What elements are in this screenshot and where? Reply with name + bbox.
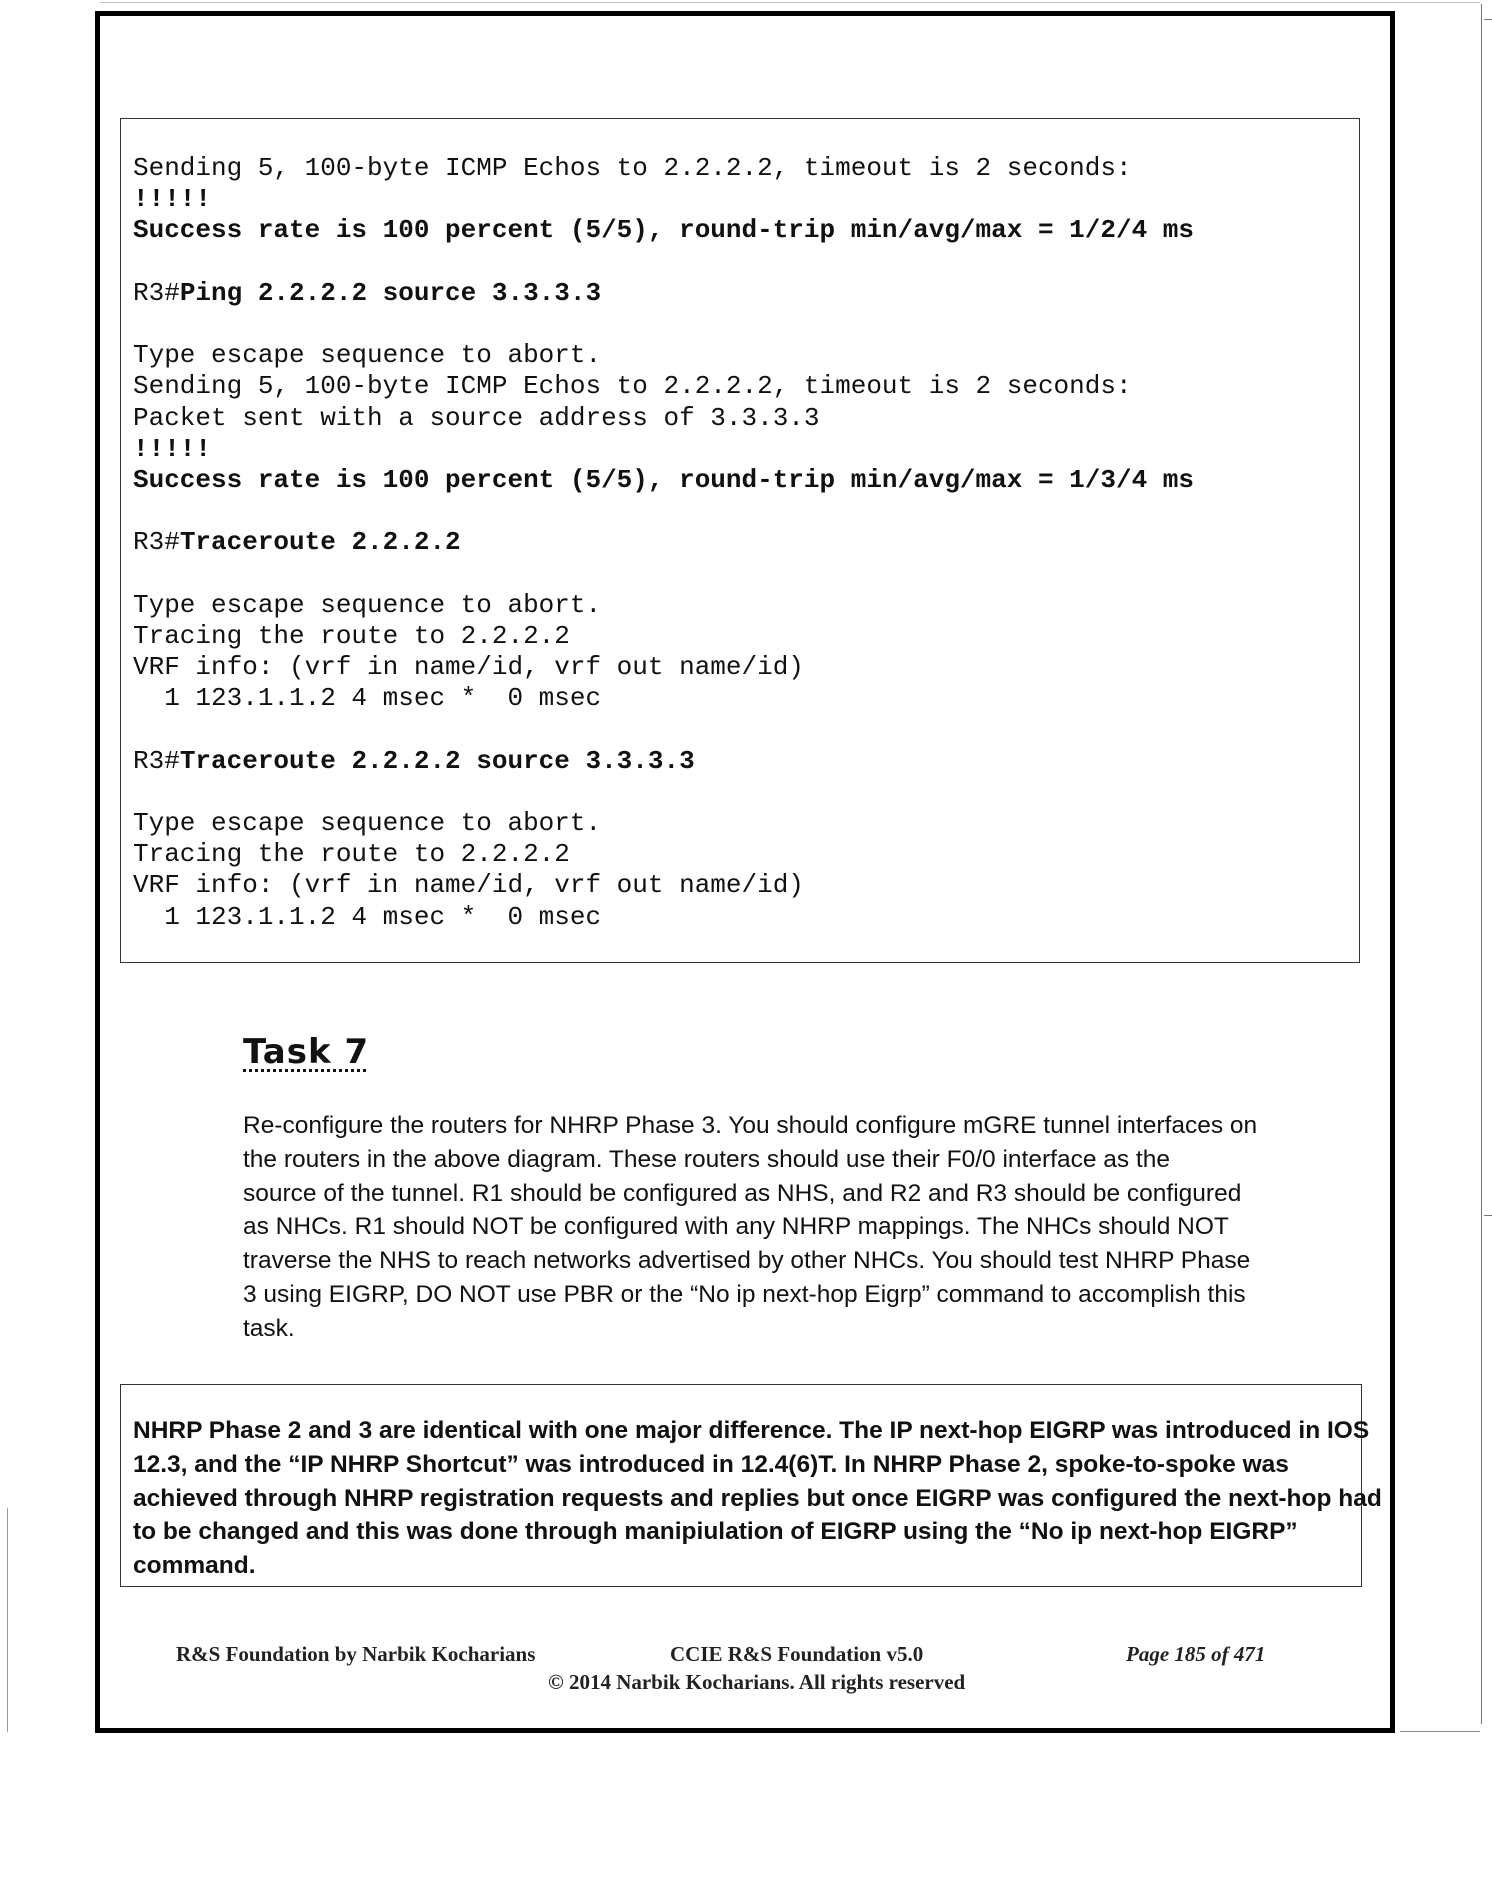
- console-text: !!!!!: [133, 433, 212, 464]
- task-line: the routers in the above diagram. These routers should use their F0/0 interface as the: [243, 1145, 1170, 1173]
- scan-edge-top: [100, 2, 1480, 3]
- console-text: Success rate is 100 percent (5/5), round-trip min/avg/max = 1/3/4 ms: [133, 464, 1194, 495]
- console-output: [133, 153, 1194, 933]
- note-line: achieved through NHRP registration requests and replies but once EIGRP was configured the next-hop had: [133, 1484, 1382, 1512]
- console-line: [133, 465, 1194, 496]
- console-text: Sending 5, 100-byte ICMP Echos to 2.2.2.2, timeout is 2 seconds:: [133, 153, 1132, 183]
- task-line: 3 using EIGRP, DO NOT use PBR or the “No ip next-hop Eigrp” command to accomplish this: [243, 1280, 1246, 1308]
- console-text: Type escape sequence to abort.: [133, 340, 602, 371]
- task-heading: Task 7: [243, 1032, 370, 1072]
- note-line: to be changed and this was done through manipiulation of EIGRP using the “No ip next-hop EIGRP”: [133, 1518, 1298, 1546]
- console-text: Success rate is 100 percent (5/5), round-trip min/avg/max = 1/2/4 ms: [133, 215, 1194, 246]
- console-prompt: R3#: [133, 527, 180, 558]
- console-line: [133, 371, 1194, 402]
- console-line: [133, 683, 1194, 714]
- console-line: [133, 403, 1194, 434]
- console-text: VRF info: (vrf in name/id, vrf out name/id): [133, 870, 804, 901]
- console-text: 1 123.1.1.2 4 msec * 0 msec: [133, 901, 602, 932]
- console-text: Sending 5, 100-byte ICMP Echos to 2.2.2.2, timeout is 2 seconds:: [133, 371, 1132, 402]
- console-line: [133, 247, 1194, 278]
- console-line: [133, 746, 1194, 777]
- console-text: VRF info: (vrf in name/id, vrf out name/id): [133, 652, 804, 682]
- task-line: as NHCs. R1 should NOT be configured with any NHRP mappings. The NHCs should NOT: [243, 1213, 1229, 1241]
- console-line: [133, 340, 1194, 371]
- console-line: [133, 184, 1194, 215]
- console-line: [133, 621, 1194, 652]
- console-line: [133, 309, 1194, 340]
- console-line: [133, 153, 1194, 184]
- console-line: [133, 652, 1194, 683]
- task-line: Re-configure the routers for NHRP Phase 3. You should configure mGRE tunnel interfaces on: [243, 1112, 1258, 1139]
- console-prompt: R3#: [133, 745, 180, 776]
- console-text: Tracing the route to 2.2.2.2: [133, 620, 570, 651]
- footer-copyright: © 2014 Narbik Kocharians. All rights reserved: [548, 1670, 966, 1694]
- console-command: Traceroute 2.2.2.2: [179, 527, 461, 558]
- console-text: Tracing the route to 2.2.2.2: [133, 839, 570, 870]
- note-box: [120, 1384, 1382, 1587]
- task-line: traverse the NHS to reach networks advertised by other NHCs. You should test NHRP Phase: [243, 1247, 1251, 1275]
- console-line: [133, 558, 1194, 589]
- note-line: NHRP Phase 2 and 3 are identical with one major difference. The IP next-hop EIGRP was introduced in IOS: [133, 1417, 1370, 1444]
- console-line: [133, 777, 1194, 808]
- console-text: Type escape sequence to abort.: [133, 589, 602, 620]
- scan-edge-right: [1481, 4, 1482, 1724]
- footer-author: R&S Foundation by Narbik Kocharians: [176, 1642, 536, 1666]
- console-line: [133, 714, 1194, 745]
- footer-page-number: Page 185 of 471: [1126, 1642, 1266, 1666]
- note-text: [133, 1414, 1382, 1583]
- console-line: [133, 839, 1194, 870]
- console-line: [133, 808, 1194, 839]
- console-line: [133, 590, 1194, 621]
- console-text: Packet sent with a source address of 3.3.3.3: [133, 402, 820, 433]
- console-line: [133, 527, 1194, 558]
- console-text: !!!!!: [133, 184, 212, 215]
- scan-tick: [1484, 19, 1492, 20]
- scan-edge-left: [7, 1508, 8, 1732]
- console-output-box: [120, 118, 1360, 963]
- console-line: [133, 215, 1194, 246]
- console-command: Traceroute 2.2.2.2 source 3.3.3.3: [179, 745, 695, 776]
- console-line: [133, 434, 1194, 465]
- console-line: [133, 870, 1194, 901]
- task-line: task.: [243, 1314, 295, 1342]
- scan-tick: [1484, 1215, 1492, 1216]
- scan-edge-bottom: [1400, 1731, 1480, 1732]
- note-line: 12.3, and the “IP NHRP Shortcut” was introduced in 12.4(6)T. In NHRP Phase 2, spoke-to-spoke was: [133, 1450, 1289, 1478]
- note-line: command.: [133, 1552, 256, 1580]
- console-text: Type escape sequence to abort.: [133, 807, 602, 838]
- console-line: [133, 902, 1194, 933]
- console-command: Ping 2.2.2.2 source 3.3.3.3: [179, 277, 602, 308]
- task-line: source of the tunnel. R1 should be configured as NHS, and R2 and R3 should be configured: [243, 1179, 1242, 1207]
- task-description: [243, 1109, 1303, 1346]
- footer-title: CCIE R&S Foundation v5.0: [670, 1642, 924, 1666]
- console-text: 1 123.1.1.2 4 msec * 0 msec: [133, 683, 602, 714]
- console-prompt: R3#: [133, 277, 180, 308]
- console-line: [133, 496, 1194, 527]
- console-line: [133, 278, 1194, 309]
